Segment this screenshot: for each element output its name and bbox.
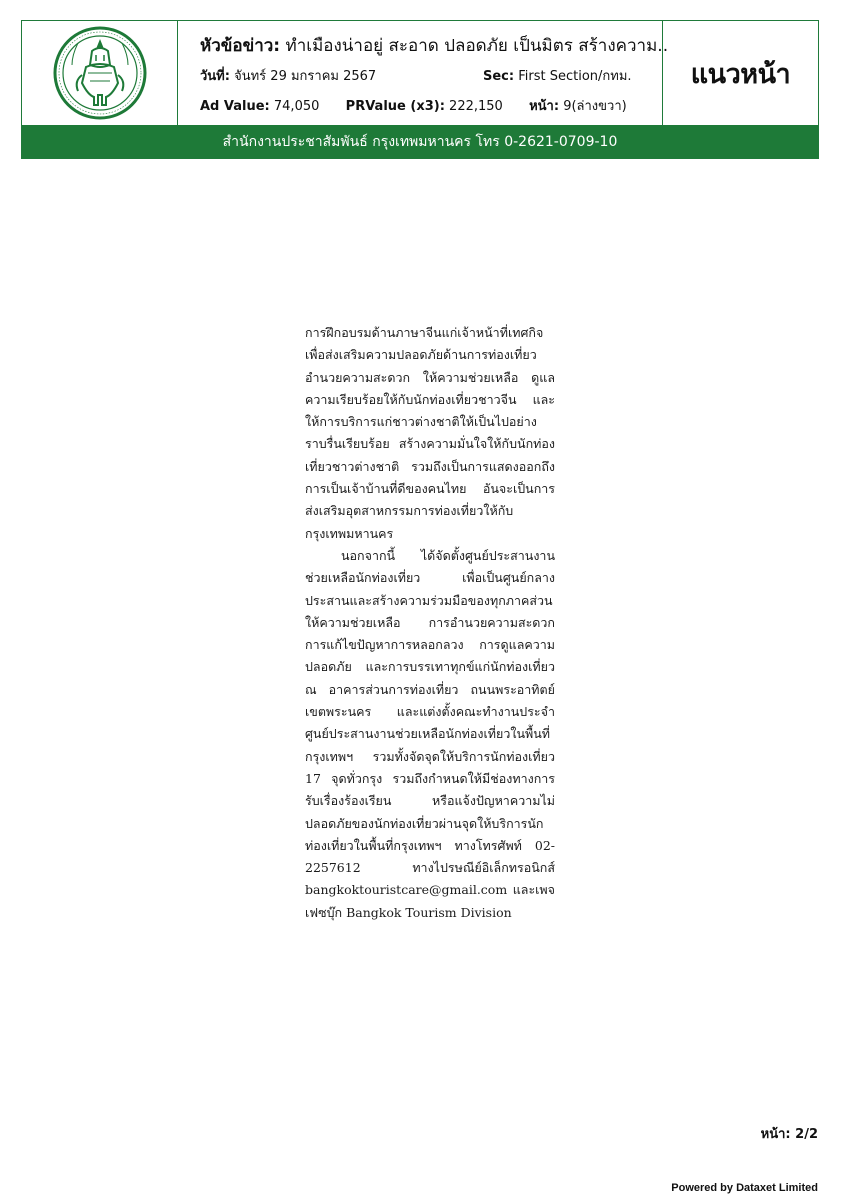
contact-bar <box>22 125 818 158</box>
value-row <box>200 95 627 116</box>
section-info <box>483 65 632 86</box>
sec-label: Sec: <box>483 69 515 84</box>
pr-value-label: PRValue (x3): <box>345 99 445 114</box>
date-label: วันที่: <box>200 69 230 84</box>
pr-value: 222,150 <box>449 99 503 114</box>
logo-cell <box>22 21 178 125</box>
article-body <box>305 322 555 924</box>
clipping-info <box>178 21 669 125</box>
ad-value: 74,050 <box>273 99 320 114</box>
headline-text: ทำเมืองน่าอยู่ สะอาด ปลอดภัย เป็นมิตร สร้างความ.. <box>285 36 669 56</box>
bangkok-seal-icon <box>52 25 148 121</box>
page-label: หน้า: <box>529 99 560 114</box>
article-paragraph-1: การฝึกอบรมด้านภาษาจีนแก่เจ้าหน้าที่เทศกิจ เพื่อส่งเสริมความปลอดภัยด้านการท่องเที่ยว อำนวยความสะดวก ให้ความช่วยเหลือ ดูแลความเรียบร้อยให้กับนักท่องเที่ยวชาวจีน และให้การบริการแก่ชาวต่างชาติให้เป็นไปอย่างราบรื่นเรียบร้อย สร้างความมั่นใจให้กับนักท่องเที่ยวชาวต่างชาติ รวมถึงเป็นการแสดงออกถึงการเป็นเจ้าบ้านที่ดีของคนไทย อันจะเป็นการส่งเสริมอุตสาหกรรมการท่องเที่ยวให้กับกรุงเทพมหานคร <box>305 325 555 541</box>
ad-value-label: Ad Value: <box>200 99 270 114</box>
contact-text: สำนักงานประชาสัมพันธ์ กรุงเทพมหานคร โทร 0-2621-0709-10 <box>222 133 618 150</box>
article-paragraph-2: นอกจากนี้ ได้จัดตั้งศูนย์ประสานงานช่วยเหลือนักท่องเที่ยว เพื่อเป็นศูนย์กลางประสานและสร้างความร่วมมือของทุกภาคส่วนให้ความช่วยเหลือ การอำนวยความสะดวก การแก้ไขปัญหาการหลอกลวง การดูแลความปลอดภัย และการบรรเทาทุกข์แก่นักท่องเที่ยว ณ อาคารส่วนการท่องเที่ยว ถนนพระอาทิตย์ เขตพระนคร และแต่งตั้งคณะทำงานประจำศูนย์ประสานงานช่วยเหลือนักท่องเที่ยวในพื้นที่กรุงเทพฯ รวมทั้งจัดจุดให้บริการนักท่องเที่ยว 17 จุดทั่วกรุง รวมถึงกำหนดให้มีช่องทางการรับเรื่องร้องเรียน หรือแจ้งปัญหาความไม่ปลอดภัยของนักท่องเที่ยวผ่านจุดให้บริการนักท่องเที่ยวในพื้นที่กรุงเทพฯ ทางโทรศัพท์ 02-2257612 ทางไปรษณีย์อิเล็กทรอนิกส์ bangkoktouristcare@gmail.com และเพจเฟซบุ๊ก Bangkok Tourism Division <box>305 547 555 920</box>
headline-row <box>200 32 668 59</box>
powered-by-text: Powered by Dataxet Limited <box>671 1182 818 1194</box>
page-value: 9(ล่างขวา) <box>563 99 627 114</box>
date-value: จันทร์ 29 มกราคม 2567 <box>234 69 377 84</box>
publication-cell <box>663 21 818 125</box>
clipping-header <box>21 20 819 159</box>
date-row <box>200 65 632 86</box>
sec-value: First Section/กทม. <box>518 69 632 84</box>
headline-label: หัวข้อข่าว: <box>200 36 281 56</box>
publication-name: แนวหน้า <box>690 58 791 90</box>
page-indicator: หน้า: 2/2 <box>760 1127 818 1142</box>
